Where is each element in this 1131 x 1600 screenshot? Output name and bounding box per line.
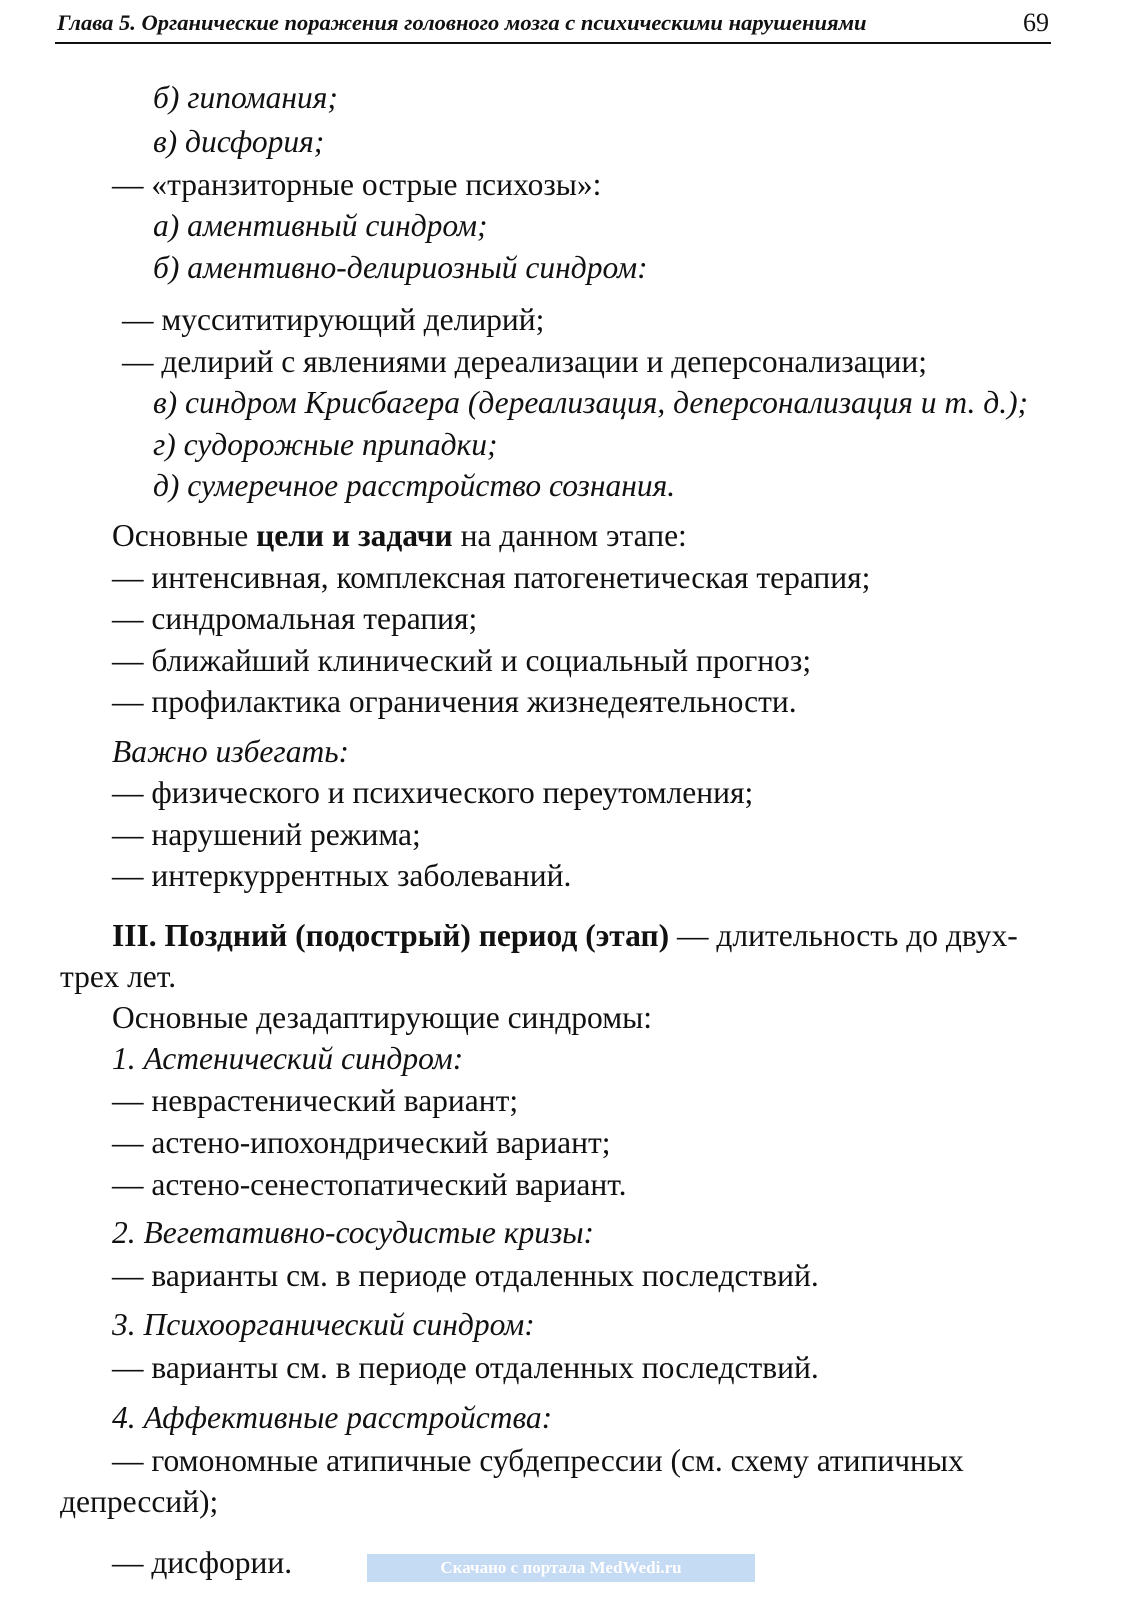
paragraph-text: трех лет. xyxy=(60,959,177,994)
list-item: — астено-ипохондрический вариант; xyxy=(112,1125,611,1160)
subheading: 2. Вегетативно-сосудистые кризы: xyxy=(112,1215,595,1250)
list-item: — делирий с явлениями дереализации и деперсонализации; xyxy=(122,344,928,379)
list-item: — нарушений режима; xyxy=(112,817,421,852)
list-item: в) дисфория; xyxy=(153,124,325,159)
list-item: — варианты см. в периоде отдаленных последствий. xyxy=(112,1350,819,1385)
watermark-banner: Скачано с портала MedWedi.ru xyxy=(367,1554,755,1582)
list-item: — «транзиторные острые психозы»: xyxy=(112,167,602,202)
page-number: 69 xyxy=(1023,8,1049,37)
bold-term: цели и задачи xyxy=(256,518,453,553)
list-item: — неврастенический вариант; xyxy=(112,1083,519,1118)
list-item: а) аментивный синдром; xyxy=(153,208,488,243)
list-item: — физического и психического переутомления; xyxy=(112,775,754,810)
subheading: 1. Астенический синдром: xyxy=(112,1041,464,1076)
list-item: — интеркуррентных заболеваний. xyxy=(112,858,572,893)
list-item: в) синдром Крисбагера (дереализация, деперсонализация и т. д.); xyxy=(153,385,1029,420)
bold-term: III. Поздний (подострый) период (этап) xyxy=(112,918,670,953)
paragraph-text: депрессий); xyxy=(60,1484,219,1519)
section-heading xyxy=(112,918,1018,954)
list-item: — ближайший клинический и социальный прогноз; xyxy=(112,643,812,678)
list-item: — гомономные атипичные субдепрессии (см. схему атипичных xyxy=(112,1443,964,1478)
subheading: 3. Психоорганический синдром: xyxy=(112,1307,535,1342)
list-item: д) сумеречное расстройство сознания. xyxy=(153,468,676,503)
list-item: б) гипомания; xyxy=(153,80,338,115)
list-item: — астено-сенестопатический вариант. xyxy=(112,1167,627,1202)
list-item: г) судорожные припадки; xyxy=(153,427,498,462)
list-item: — синдромальная терапия; xyxy=(112,601,478,636)
list-item: — интенсивная, комплексная патогенетическая терапия; xyxy=(112,560,871,595)
text: на данном этапе: xyxy=(452,518,687,553)
list-item: — варианты см. в периоде отдаленных последствий. xyxy=(112,1258,819,1293)
chapter-title: Глава 5. Органические поражения головного мозга с психическими нарушениями xyxy=(57,10,867,35)
list-item: — дисфории. xyxy=(112,1545,293,1580)
list-item: — муссититирующий делирий; xyxy=(122,302,545,337)
paragraph-goals xyxy=(112,518,687,554)
list-item: б) аментивно-делириозный синдром: xyxy=(153,250,648,285)
subheading: Важно избегать: xyxy=(112,734,350,769)
text: — длительность до двух- xyxy=(669,918,1018,953)
list-item: — профилактика ограничения жизнедеятельности. xyxy=(112,684,797,719)
running-header xyxy=(55,6,1051,44)
subheading: 4. Аффективные расстройства: xyxy=(112,1400,553,1435)
text: Основные xyxy=(112,518,257,553)
paragraph-text: Основные дезадаптирующие синдромы: xyxy=(112,1000,653,1035)
